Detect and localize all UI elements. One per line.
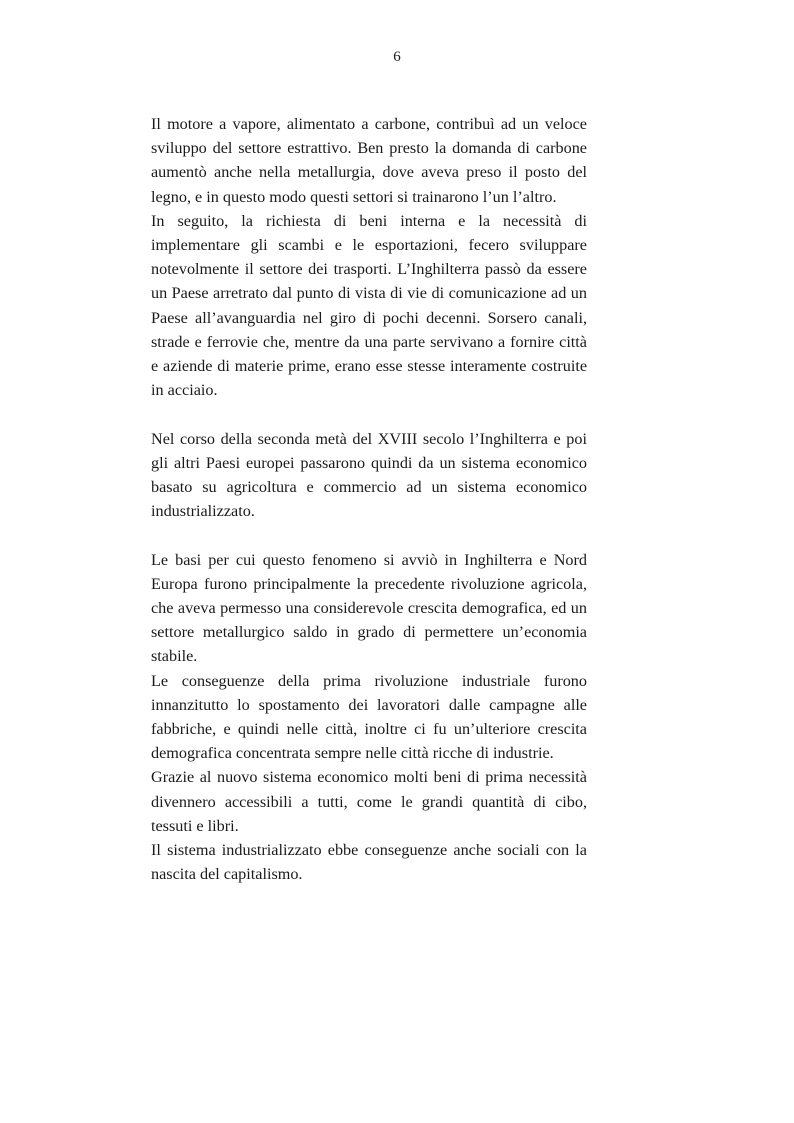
paragraph: Il sistema industrializzato ebbe conseguenze anche sociali con la nascita del capitalismo. [151, 841, 587, 884]
paragraph: Le basi per cui questo fenomeno si avviò in Inghilterra e Nord Europa furono principalmente la precedente rivoluzione agricola, che aveva permesso una considerevole crescita demografica, ed un settore metallurgico saldo in grado di permettere un’economia stabile. [151, 550, 587, 666]
paragraph: In seguito, la richiesta di beni interna e la necessità di implementare gli scambi e le esportazioni, fecero sviluppare notevolmente il settore dei trasporti. L’Inghilterra passò da essere un Paese arretrato dal punto di vista di vie di comunicazione ad un Paese all’avanguardia nel giro di pochi decenni. Sorsero canali, strade e ferrovie che, mentre da una parte servivano a fornire città e aziende di materie prime, erano esse stesse interamente costruite in acciaio. [151, 211, 587, 400]
paragraph: Nel corso della seconda metà del XVIII secolo l’Inghilterra e poi gli altri Paesi europei passarono quindi da un sistema economico basato su agricoltura e commercio ad un sistema economico industrializzato. [151, 429, 587, 521]
paragraph: Le conseguenze della prima rivoluzione industriale furono innanzitutto lo spostamento dei lavoratori dalle campagne alle fabbriche, e quindi nelle città, inoltre ci fu un’ulteriore crescita demografica concentrata sempre nelle città ricche di industrie. [151, 671, 587, 763]
paragraph: Il motore a vapore, alimentato a carbone, contribuì ad un veloce sviluppo del settore estrattivo. Ben presto la domanda di carbone aumentò anche nella metallurgia, dove aveva preso il posto del legno, e in questo modo questi settori si trainarono l’un l’altro. [151, 115, 587, 206]
body-text [151, 112, 587, 886]
page-number: 6 [393, 49, 401, 65]
paragraph: Grazie al nuovo sistema economico molti beni di prima necessità divennero accessibili a tutti, come le grandi quantità di cibo, tessuti e libri. [151, 768, 587, 835]
